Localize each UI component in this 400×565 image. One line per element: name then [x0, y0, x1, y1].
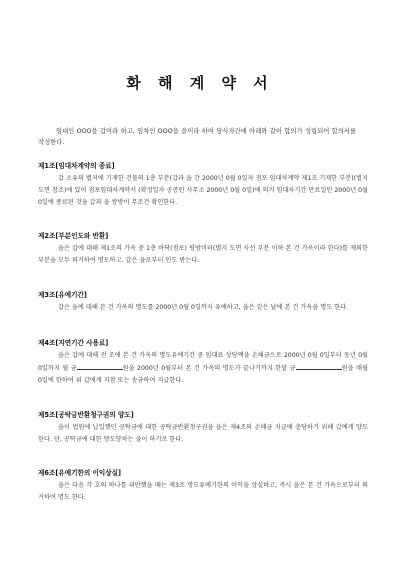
article-heading: 제2조[부분인도와 반환]: [38, 232, 109, 240]
article-heading: 제5조[공탁금반환청구권의 양도]: [38, 411, 134, 419]
article-4: [38, 337, 368, 387]
article-heading: 제6조[유예기한의 이익상실]: [38, 469, 121, 477]
article-body-part: 을은 갑에 대해 전 조에 본 건 가옥의 명도유예기간 중 임대료 상당액을 손해금으로 2000년 0월 0일부터 동년 0월 0일까지 월 금: [38, 352, 368, 372]
article-body: 갑은 을에 대해 본 건 가옥의 명도를 2000년 0월 0일까지 유예하고, 을은 같은 날에 본 건 가옥을 명도 한다.: [58, 304, 349, 311]
article-6: [38, 467, 368, 504]
article-body: 을은 다음 각 호의 하나를 위반했을 때는 제3조 명도유예기한의 이익을 상실하고, 즉시 을은 본 건 가옥으로부터 퇴거하여 명도 한다.: [38, 482, 368, 501]
blank-line: [296, 362, 342, 370]
article-body: 을이 법원에 납입했던 공탁금에 대한 공탁금반환청구권을 을은 제4조의 손해금 지급에 충당하기 위해 갑에게 양도한다. 단, 공탁금에 대한 양도양차는 을이 하기로 한다.: [38, 424, 368, 443]
article-heading: 제4조[지연기간 사용료]: [38, 339, 109, 347]
article-body: 갑 소유의 별지에 기재한 건물의 1층 부분(갑과 을 간 2000년 0월 0일자 점포 임대차계약 제1조 기재한 부분)(별지 도면 참조)에 있어 점포임대차계약서 (확정일자 공증인 사무소 2000년 0월 0일)에 의거 임대차기간 만료일인 2000년 0월 0일에 종료된 것을 갑과 을 쌍방이 무조건 확인한다.: [38, 175, 368, 206]
intro-paragraph: 임대인 OOO을 갑이라 하고, 임차인 OOO을 을이라 하여 당사자간에 아래와 같이 합의가 성립되어 합의서를 작성한다.: [38, 128, 356, 146]
article-body: 을은 갑에 대해 제1조의 가옥 중 1층 바닥(점포) 평방미터(별지 도면 사선 부분 이하 본 건 가옥이라 한다)를 제외한 부분을 모두 퇴거하여 명도하고, 갑은 을로부터 인도 받는다.: [38, 245, 368, 264]
blank-line: [77, 362, 123, 370]
article-heading: 제1조[임대차계약의 종료]: [38, 162, 115, 170]
article-1: [38, 160, 368, 209]
article-body: [38, 350, 368, 387]
article-body-part: 원을 매월 0일에 한하여 위 갑에게 지참 또는 송금하여 지급한다.: [38, 365, 368, 384]
article-heading: 제3조[유예기간]: [38, 291, 87, 299]
article-2: [38, 230, 368, 267]
article-3: [38, 289, 368, 314]
article-body-part: 원을 2000년 0월부터 본 건 가옥의 명도가 끝나기까지 한달 금: [122, 365, 296, 372]
article-5: [38, 409, 368, 446]
document-title: 화 해 계 약 서: [126, 74, 274, 92]
